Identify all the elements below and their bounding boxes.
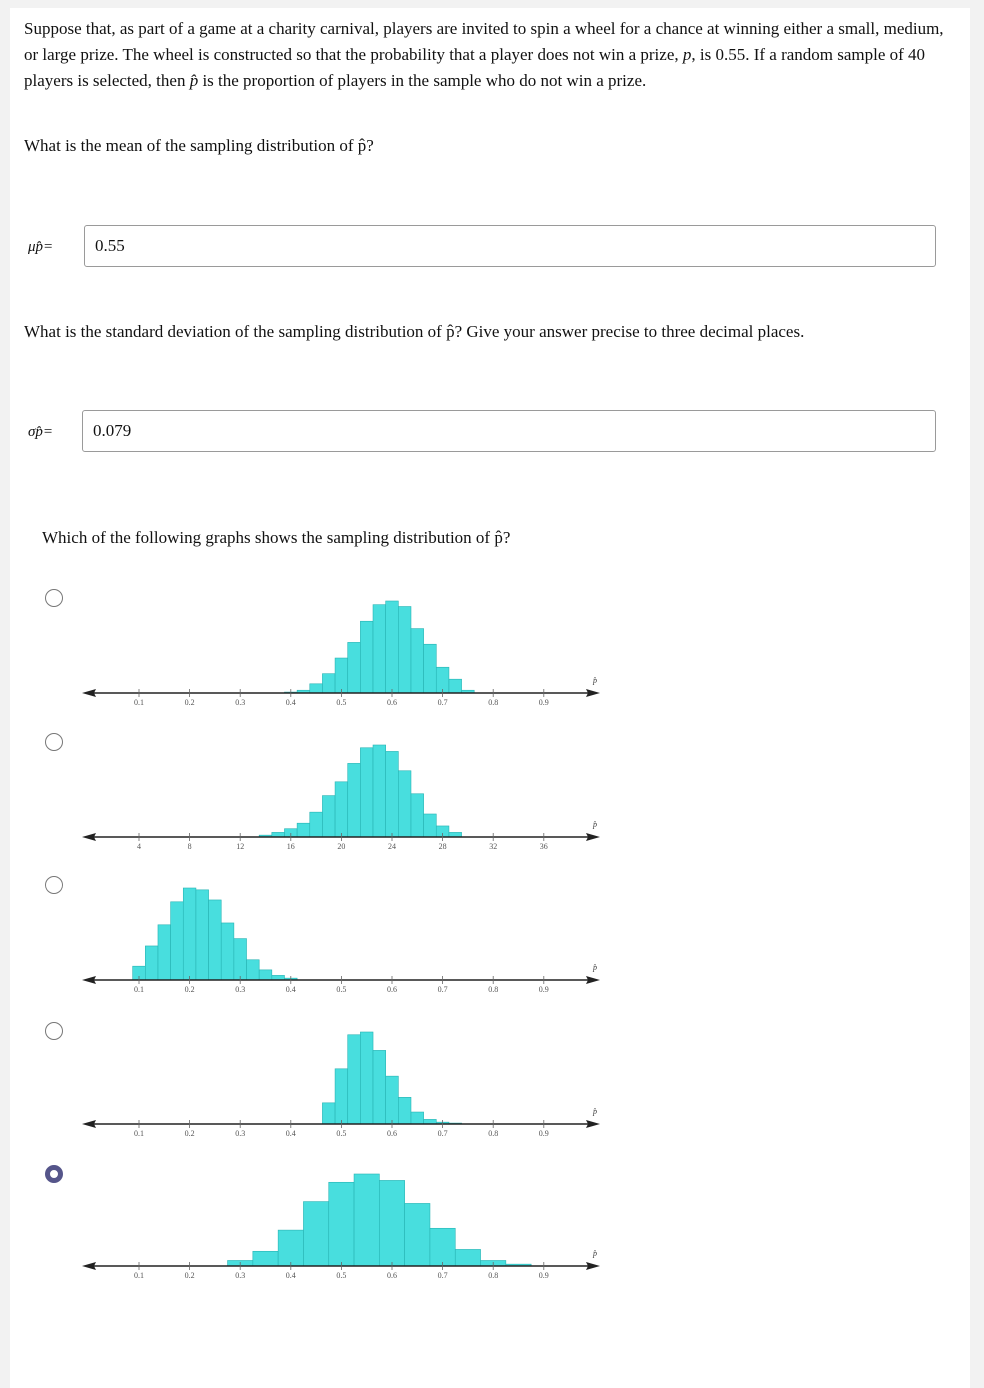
tick-label: 0.1 [134, 985, 144, 994]
tick-label: 0.7 [437, 698, 448, 707]
question-card [10, 8, 970, 1388]
tick-label: 0.5 [336, 698, 347, 707]
mean-question: What is the mean of the sampling distribution of p̂? [24, 136, 374, 155]
bar [398, 771, 411, 837]
bar [424, 644, 437, 693]
bar [379, 1180, 404, 1266]
axis-tick [134, 689, 144, 707]
mean-label: μp̂= [28, 239, 54, 255]
tick-label: 24 [388, 842, 396, 851]
axis-tick [185, 1120, 195, 1138]
bar [373, 745, 386, 837]
axis-tick [438, 976, 448, 994]
bar [373, 605, 386, 693]
bar [348, 1035, 361, 1124]
sd-label: σp̂= [28, 424, 54, 440]
bar [158, 925, 171, 980]
problem-statement: Suppose that, as part of a game at a charity carnival, players are invited to spin a wheel for a chance at winning either a small, medium, or large prize. The wheel is constructed so that the probability that a player does not win a prize, p, is 0.55. If a random sample of 40 players is selected, then p̂ is the proportion of players in the sample who do not win a prize. [24, 19, 944, 90]
bar [411, 794, 424, 837]
axis-tick [137, 833, 141, 851]
tick-label: 16 [286, 842, 295, 851]
bar [297, 823, 310, 837]
tick-label: 0.7 [437, 1129, 448, 1138]
bar [449, 679, 462, 693]
sd-answer-row [24, 410, 936, 452]
tick-label: 0.4 [285, 985, 296, 994]
bar [310, 812, 323, 837]
option-2-graph [60, 712, 600, 852]
axis-tick [488, 1120, 498, 1138]
tick-label: 0.8 [488, 985, 499, 994]
bar [247, 960, 260, 980]
bar [430, 1228, 455, 1266]
bar [183, 888, 196, 980]
axis-right-arrow-icon [586, 1262, 600, 1270]
sd-input[interactable] [82, 410, 936, 452]
bar [411, 1112, 424, 1124]
bar [259, 970, 272, 980]
p-symbol: p [682, 45, 692, 64]
axis-variable-label: p̂ [593, 1249, 597, 1258]
axis-right-arrow-icon [586, 976, 600, 984]
bar [278, 1230, 303, 1266]
bar [322, 1103, 335, 1124]
bar [411, 629, 424, 693]
bar [386, 751, 399, 837]
phat-symbol: p̂ [189, 71, 199, 90]
tick-label: 0.3 [235, 1129, 246, 1138]
tick-label: 0.2 [184, 985, 195, 994]
bar [322, 674, 335, 693]
tick-label: 0.6 [387, 1271, 397, 1280]
bar [398, 1097, 411, 1124]
bar [386, 1076, 399, 1124]
bar [329, 1182, 354, 1266]
tick-label: 0.6 [387, 985, 397, 994]
axis-tick [539, 1120, 549, 1138]
option-4-graph [60, 999, 600, 1139]
axis-tick [235, 689, 245, 707]
tick-label: 0.2 [184, 1129, 195, 1138]
axis-tick [134, 1262, 144, 1280]
axis-tick [134, 1120, 144, 1138]
tick-label: 0.4 [285, 698, 296, 707]
tick-label: 0.4 [285, 1271, 296, 1280]
axis-variable-label: p̂ [593, 1107, 597, 1116]
tick-label: 0.4 [285, 1129, 296, 1138]
axis-tick [236, 833, 244, 851]
axis-tick [286, 689, 296, 707]
tick-label: 0.7 [437, 1271, 448, 1280]
bar [405, 1203, 430, 1266]
axis-variable-label: p̂ [593, 963, 597, 972]
axis-left-arrow-icon [82, 689, 96, 697]
bar [171, 902, 184, 980]
bar [253, 1251, 278, 1266]
tick-label: 0.6 [387, 698, 397, 707]
axis-tick [387, 976, 397, 994]
mean-answer-row [24, 225, 936, 267]
bar [335, 1069, 348, 1124]
tick-label: 0.2 [184, 1271, 195, 1280]
axis-tick [188, 833, 192, 851]
bar [322, 796, 335, 837]
axis-tick [539, 689, 549, 707]
axis-left-arrow-icon [82, 976, 96, 984]
tick-label: 0.9 [538, 698, 549, 707]
axis-tick [539, 1262, 549, 1280]
axis-variable-label: p̂ [593, 820, 597, 829]
bar [424, 814, 437, 837]
axis-tick [488, 689, 498, 707]
tick-label: 0.7 [437, 985, 448, 994]
option-3-graph [60, 855, 600, 995]
option-1-graph [60, 568, 600, 708]
sd-question: What is the standard deviation of the sampling distribution of p̂? Give your answer precise to three decimal places. [24, 322, 805, 341]
tick-label: 0.5 [336, 1271, 347, 1280]
tick-label: 0.3 [235, 985, 246, 994]
tick-label: 0.8 [488, 698, 499, 707]
bar [348, 642, 361, 693]
axis-right-arrow-icon [586, 689, 600, 697]
axis-tick [540, 833, 548, 851]
bar [455, 1249, 480, 1266]
bar [360, 748, 373, 837]
option-5-graph [60, 1141, 600, 1281]
bar [360, 621, 373, 693]
tick-label: 28 [438, 842, 447, 851]
tick-label: 0.9 [538, 985, 549, 994]
tick-label: 0.9 [538, 1271, 549, 1280]
tick-label: 32 [489, 842, 498, 851]
tick-label: 4 [137, 842, 141, 851]
tick-label: 36 [539, 842, 548, 851]
axis-left-arrow-icon [82, 1120, 96, 1128]
axis-tick [539, 976, 549, 994]
axis-tick [336, 976, 346, 994]
bar [354, 1174, 379, 1266]
mean-input[interactable] [84, 225, 936, 267]
bar [386, 601, 399, 693]
tick-label: 0.5 [336, 1129, 347, 1138]
tick-label: 0.3 [235, 1271, 246, 1280]
bar [234, 939, 247, 980]
bar [310, 684, 323, 693]
tick-label: 20 [337, 842, 346, 851]
tick-label: 0.6 [387, 1129, 397, 1138]
axis-tick [235, 1120, 245, 1138]
tick-label: 0.8 [488, 1271, 499, 1280]
tick-label: 0.3 [235, 698, 246, 707]
bar [221, 923, 234, 980]
bar [145, 946, 158, 980]
tick-label: 0.1 [134, 698, 144, 707]
axis-tick [185, 1262, 195, 1280]
axis-tick [286, 1120, 296, 1138]
bar [335, 658, 348, 693]
axis-right-arrow-icon [586, 833, 600, 841]
tick-label: 8 [187, 842, 192, 851]
tick-label: 12 [236, 842, 245, 851]
bar [373, 1050, 386, 1124]
tick-label: 0.8 [488, 1129, 499, 1138]
bar [196, 890, 209, 980]
axis-tick [488, 976, 498, 994]
bar [303, 1202, 328, 1266]
bar [360, 1032, 373, 1124]
bar [335, 782, 348, 837]
tick-label: 0.2 [184, 698, 195, 707]
tick-label: 0.5 [336, 985, 347, 994]
axis-tick [185, 689, 195, 707]
axis-left-arrow-icon [82, 833, 96, 841]
graph-question: Which of the following graphs shows the sampling distribution of p̂? [42, 528, 511, 547]
axis-tick [489, 833, 497, 851]
axis-variable-label: p̂ [593, 676, 597, 685]
bar [398, 607, 411, 693]
axis-left-arrow-icon [82, 1262, 96, 1270]
axis-right-arrow-icon [586, 1120, 600, 1128]
bar [348, 763, 361, 837]
bar [209, 900, 222, 980]
tick-label: 0.1 [134, 1271, 144, 1280]
tick-label: 0.9 [538, 1129, 549, 1138]
tick-label: 0.1 [134, 1129, 144, 1138]
